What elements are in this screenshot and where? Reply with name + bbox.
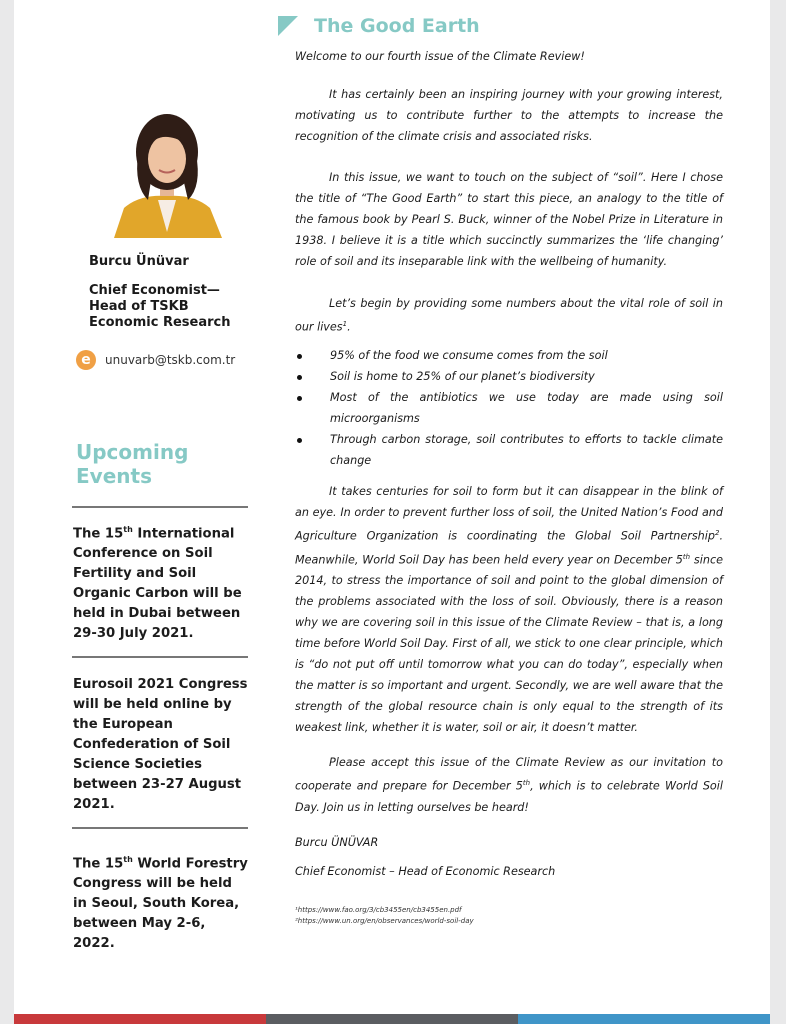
email-row[interactable] xyxy=(76,350,235,370)
bar-segment-blue xyxy=(518,1014,770,1024)
bottom-color-bar xyxy=(14,1014,770,1024)
page xyxy=(14,0,770,1024)
bar-segment-gray xyxy=(266,1014,518,1024)
event-item: The 15th World Forestry Congress will be held in Seoul, South Korea, between May 2-6, 2022. xyxy=(73,855,248,952)
signature-title: Chief Economist – Head of Economic Research xyxy=(295,865,556,878)
list-item: 95% of the food we consume comes from the soil xyxy=(295,345,723,366)
list-item: Most of the antibiotics we use today are made using soil microorganisms xyxy=(295,387,723,429)
footnote-link[interactable]: ¹https://www.fao.org/3/cb3455en/cb3455en.pdf xyxy=(295,906,462,914)
list-item: Through carbon storage, soil contributes to efforts to tackle climate change xyxy=(295,429,723,471)
list-item: Soil is home to 25% of our planet’s biodiversity xyxy=(295,366,723,387)
paragraph: Let’s begin by providing some numbers about the vital role of soil in our lives$^1$. xyxy=(295,297,723,334)
author-photo xyxy=(100,104,234,238)
triangle-icon xyxy=(278,16,298,36)
author-name: Burcu Ünüvar xyxy=(89,254,189,269)
paragraph: It takes centuries for soil to form but it can disappear in the blink of an eye. In order to prevent further loss of soil, the United Nation’s Food and Agriculture Organization is coordinating the Global Soil Partnership$^2$. Meanwhile, World Soil Day has been held every year on December 5th since 2014, to stress the importance of soil and point to the global dimension of the problems associated with the loss of soil. Obviously, there is a reason why we are covering soil in this issue of the Climate Review – that is, a long time before World Soil Day. First of all, we stick to one clear principle, which is “do not put off until tomorrow what you can do today”, especially when the matter is so important and urgent. Secondly, we are well aware that the strength of the global resource chain is only equal to the strength of its weakest link, whether it is water, soil or air, it doesn’t matter. xyxy=(295,485,723,735)
footnote-link[interactable]: ²https://www.un.org/en/observances/world-soil-day xyxy=(295,917,474,925)
event-item: The 15th International Conference on Soil Fertility and Soil Organic Carbon will be held in Dubai between 29-30 July 2021. xyxy=(73,525,242,642)
event-divider xyxy=(72,506,248,508)
event-divider xyxy=(72,656,248,658)
email-link[interactable]: unuvarb@tskb.com.tr xyxy=(105,353,236,367)
event-item: Eurosoil 2021 Congress will be held online by the European Confederation of Soil Science Societies between 23-27 August 2021. xyxy=(73,677,248,812)
signature-name: Burcu ÜNÜVAR xyxy=(295,836,379,849)
portrait-image xyxy=(100,104,234,238)
email-icon: e xyxy=(76,350,96,370)
welcome-line: Welcome to our fourth issue of the Climate Review! xyxy=(295,50,585,63)
bar-segment-red xyxy=(14,1014,266,1024)
author-role: Chief Economist— Head of TSKB Economic Research xyxy=(89,283,231,330)
facts-list xyxy=(295,345,723,471)
article-heading xyxy=(278,15,480,37)
events-title: Upcoming Events xyxy=(76,440,189,488)
paragraph: It has certainly been an inspiring journey with your growing interest, motivating us to contribute further to the attempts to increase the recognition of the climate crisis and associated risks. xyxy=(295,88,723,143)
paragraph: In this issue, we want to touch on the subject of “soil”. Here I chose the title of “The Good Earth” to start this piece, an analogy to the title of the famous book by Pearl S. Buck, winner of the Nobel Prize in Literature in 1938. I believe it is a title which succinctly summarizes the ‘life changing’ role of soil and its inseparable link with the wellbeing of humanity. xyxy=(295,171,723,268)
paragraph: Please accept this issue of the Climate Review as our invitation to cooperate and prepare for December 5th, which is to celebrate World Soil Day. Join us in letting ourselves be heard! xyxy=(295,756,723,814)
article-title: The Good Earth xyxy=(314,15,480,37)
event-divider xyxy=(72,827,248,829)
